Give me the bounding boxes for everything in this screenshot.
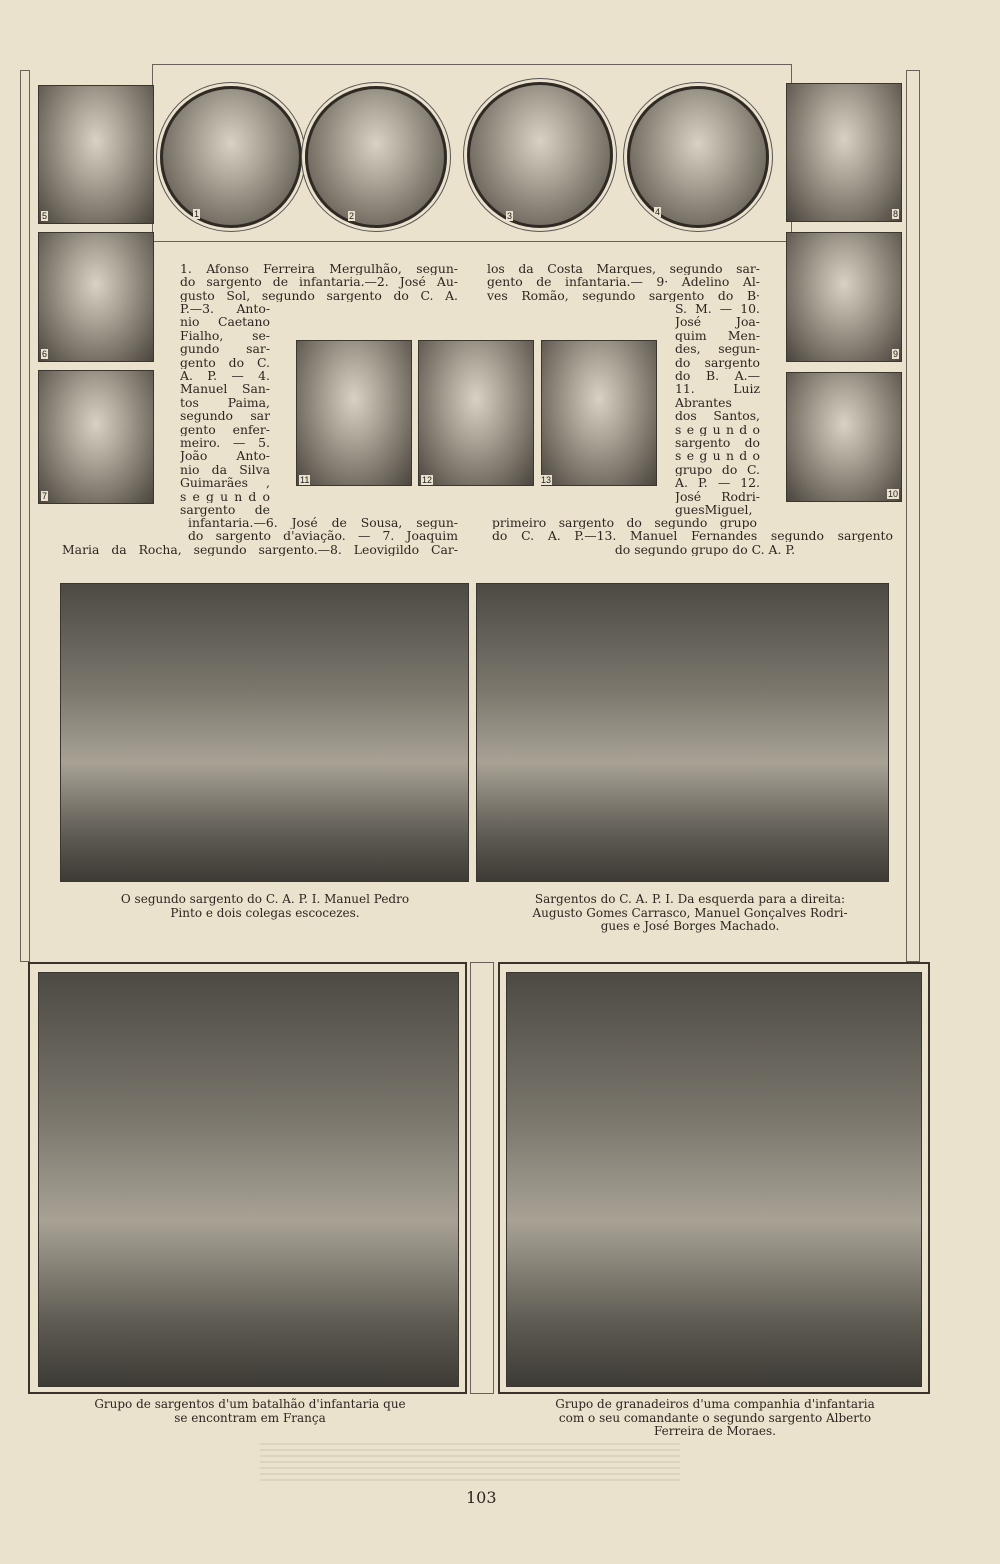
text-line: grupo do C. xyxy=(675,462,760,477)
ornament-divider-bottom xyxy=(470,962,494,1394)
text-line: sargento de xyxy=(180,503,270,517)
text-line: tos Paima, xyxy=(180,395,270,410)
legend-right-narrow xyxy=(675,302,760,517)
text-line: A. P. — 4. xyxy=(180,369,270,383)
text-line: 11. Luiz xyxy=(675,382,760,396)
photo-sargentos-capi xyxy=(476,583,889,882)
text-line: 1. Afonso Ferreira Mergulhão, segun- xyxy=(180,262,458,276)
text-line: Grupo de sargentos d'um batalhão d'infantaria que xyxy=(94,1397,406,1411)
text-line: se encontram em França xyxy=(174,1410,326,1425)
text-line: los da Costa Marques, segundo sar- xyxy=(487,262,760,276)
text-line: gues e José Borges Machado. xyxy=(600,919,780,933)
text-line: do sargento d'aviação. — 7. Joaquim xyxy=(188,529,458,543)
text-line: Fialho, se- xyxy=(180,328,270,343)
portrait-10: 10 xyxy=(786,372,902,502)
text-line: do B. A.— xyxy=(675,369,760,383)
text-line: João Anto- xyxy=(180,449,270,463)
legend-left-top xyxy=(180,262,458,302)
text-line: do sargento xyxy=(675,355,760,370)
portrait-9: 9 xyxy=(786,232,902,362)
text-line: gento enfer- xyxy=(180,422,270,437)
legend-left-last: Maria da Rocha, segundo sargento.—8. Leovigildo Car- xyxy=(62,543,458,557)
legend-left-bottom xyxy=(188,516,458,543)
caption-mid-left xyxy=(70,893,460,920)
text-line: gento de infantaria.— 9· Adelino Al- xyxy=(487,275,760,289)
text-line: sargento do xyxy=(675,436,760,450)
text-line: José Joa- xyxy=(675,315,760,329)
portrait-7: 7 xyxy=(38,370,154,504)
text-line: Augusto Gomes Carrasco, Manuel Gonçalves Rodri- xyxy=(532,905,848,920)
text-line: s e g u n d o xyxy=(180,489,270,504)
portrait-1: 1 xyxy=(160,86,302,228)
portrait-6: 6 xyxy=(38,232,154,362)
caption-bottom-right xyxy=(505,1398,925,1439)
text-line: nio da Silva xyxy=(180,462,270,477)
text-line: com o seu comandante o segundo sargento Alberto xyxy=(558,1410,872,1425)
legend-right-last: do segundo grupo do C. A. P. xyxy=(614,543,796,557)
text-line: guesMiguel, xyxy=(675,503,753,517)
text-line: des, segun- xyxy=(675,342,760,356)
text-line: do sargento de infantaria.—2. José Au- xyxy=(180,275,458,289)
text-line: Abrantes xyxy=(675,395,732,410)
text-line: Manuel San- xyxy=(180,382,270,396)
text-line: nio Caetano xyxy=(180,315,270,329)
ornament-border-right xyxy=(906,70,920,962)
text-line: dos Santos, xyxy=(675,409,760,423)
text-line: O segundo sargento do C. A. P. I. Manuel Pedro xyxy=(120,892,410,906)
text-line: ves Romão, segundo sargento do B· xyxy=(487,288,760,303)
text-line: Sargentos do C. A. P. I. Da esquerda para a direita: xyxy=(534,892,846,906)
legend-right-top xyxy=(487,262,760,302)
text-line: gundo sar- xyxy=(180,342,270,356)
photo-grupo-sargentos-batalhao xyxy=(38,972,459,1387)
caption-mid-right xyxy=(480,893,900,934)
page-number: 103 xyxy=(466,1488,497,1507)
portrait-12: 12 xyxy=(418,340,534,486)
legend-right-wide: do C. A. P.—13. Manuel Fernandes segundo sargento xyxy=(492,529,893,543)
portrait-13: 13 xyxy=(541,340,657,486)
text-line: gusto Sol, segundo sargento do C. A. xyxy=(180,288,458,303)
photo-sargento-e-colegas-escocezes xyxy=(60,583,469,882)
portrait-4: 4 xyxy=(627,86,769,228)
text-line: primeiro sargento do segundo grupo xyxy=(492,516,757,530)
portrait-2: 2 xyxy=(305,86,447,228)
text-line: meiro. — 5. xyxy=(180,436,270,450)
portrait-5: 5 xyxy=(38,85,154,224)
show-through-text xyxy=(260,1443,680,1483)
text-line: José Rodri- xyxy=(675,489,760,504)
portrait-3: 3 xyxy=(467,82,613,228)
text-line: Guimarães , xyxy=(180,476,270,490)
text-line: P.—3. Anto- xyxy=(180,302,270,316)
text-line: Pinto e dois colegas escocezes. xyxy=(170,905,360,920)
text-line: Grupo de granadeiros d'uma companhia d'infantaria xyxy=(555,1397,875,1411)
text-line: segundo sar xyxy=(180,409,270,423)
caption-bottom-left xyxy=(40,1398,460,1425)
text-line: infantaria.—6. José de Sousa, segun- xyxy=(188,516,458,530)
legend-right-bottom xyxy=(492,516,757,529)
portrait-8: 8 xyxy=(786,83,902,222)
legend-left-narrow xyxy=(180,302,270,517)
text-line: Ferreira de Moraes. xyxy=(654,1424,776,1438)
text-line: gento do C. xyxy=(180,355,270,370)
text-line: S. M. — 10. xyxy=(675,302,760,316)
text-line: A. P. — 12. xyxy=(675,476,760,490)
text-line: s e g u n d o xyxy=(675,422,760,437)
photo-grupo-granadeiros xyxy=(506,972,922,1387)
text-line: quim Men- xyxy=(675,328,760,343)
text-line: s e g u n d o xyxy=(675,449,760,463)
ornament-border-left xyxy=(20,70,30,962)
portrait-11: 11 xyxy=(296,340,412,486)
